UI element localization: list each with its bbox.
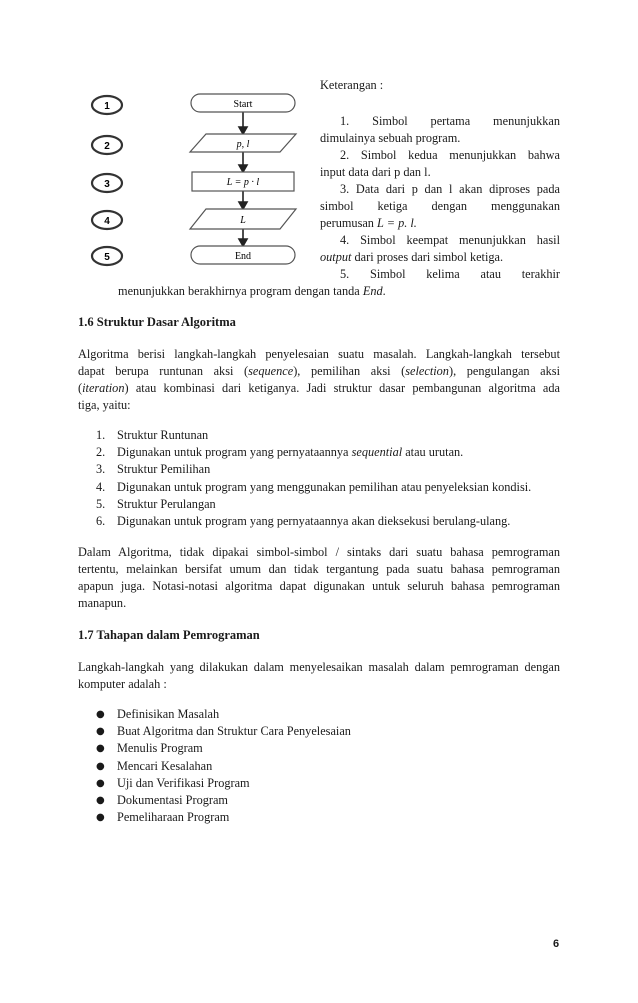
section-1-7-intro-line-2: komputer adalah : <box>78 677 167 691</box>
svg-text:L: L <box>240 215 246 226</box>
section-1-6-para2-line-1: Dalam Algoritma, tidak dipakai simbol-simbol / sintaks dari suatu bahasa pemrograman <box>78 545 560 559</box>
step-number-2 <box>92 136 122 154</box>
svg-text:3: 3 <box>104 179 110 190</box>
input-parallelogram <box>190 134 296 152</box>
svg-text:1: 1 <box>104 101 110 112</box>
bullet-icon: ● <box>96 777 105 789</box>
flowchart-figure <box>88 86 316 276</box>
keterangan-item-1-line-1: 1. Simbol pertama menunjukkan <box>340 114 560 128</box>
bullet-icon: ● <box>96 709 105 720</box>
keterangan-item-4-line-1: 4. Simbol keempat menunjukkan hasil <box>340 233 560 247</box>
list-item: 5. Struktur Perulangan <box>96 496 216 511</box>
bullet-icon: ● <box>96 726 105 738</box>
list-item: 2. Digunakan untuk program yang pernyataannya sequential atau urutan. <box>96 445 464 460</box>
section-1-6-para2-line-2: tertentu, melainkan bersifat umum dan tidak tergantung pada suatu bahasa pemrograman <box>78 562 560 576</box>
list-item: ● Buat Algoritma dan Struktur Cara Penyelesaian <box>96 723 496 740</box>
start-terminator <box>191 94 295 112</box>
bullet-icon: ● <box>96 743 105 755</box>
section-1-6-para2-line-4: manapun. <box>78 596 127 610</box>
svg-text:5: 5 <box>104 252 110 263</box>
section-1-6-para-line-4: tiga, yaitu: <box>78 398 131 412</box>
svg-text:Start: Start <box>233 99 253 110</box>
bullet-icon: ● <box>96 794 105 806</box>
formula-text: L = p. l. <box>377 216 417 230</box>
bullet-icon: ● <box>96 760 105 772</box>
svg-text:L = p · l: L = p · l <box>226 177 260 188</box>
section-1-6-heading: 1.6 Struktur Dasar Algoritma <box>78 315 236 329</box>
section-1-6-para-line-3: (iteration) atau kombinasi dari ketiganya. Jadi struktur dasar pembangunan algoritma ada <box>78 381 560 395</box>
process-rectangle <box>192 172 294 191</box>
page-number: 6 <box>553 938 560 950</box>
step-number-3 <box>92 174 122 192</box>
bullet-icon: ● <box>96 812 105 824</box>
list-item: ● Mencari Kesalahan <box>96 758 496 775</box>
keterangan-item-4-line-2: output dari proses dari simbol ketiga. <box>320 250 504 264</box>
list-item: 3. Struktur Pemilihan <box>96 462 211 477</box>
keterangan-item-5-line-1: 5. Simbol kelima atau terakhir <box>340 267 560 281</box>
svg-text:2: 2 <box>104 141 110 152</box>
programming-steps-list <box>96 706 496 826</box>
svg-text:p, l: p, l <box>236 139 250 150</box>
section-1-6-para2-line-3: apapun juga. Notasi-notasi algoritma dapat digunakan untuk seluruh bahasa pemrograman <box>78 579 560 593</box>
step-number-4 <box>92 211 122 229</box>
end-terminator <box>191 246 295 264</box>
list-item: ● Uji dan Verifikasi Program <box>96 775 496 792</box>
section-1-6-para-line-1: Algoritma berisi langkah-langkah penyelesaian suatu masalah. Langkah-langkah tersebut <box>78 347 560 361</box>
list-item: 6. Digunakan untuk program yang pernyataannya akan dieksekusi berulang-ulang. <box>96 513 511 528</box>
list-item: ● Definisikan Masalah <box>96 706 496 723</box>
algorithm-structure-list <box>96 427 566 530</box>
list-item: ● Dokumentasi Program <box>96 792 496 809</box>
keterangan-item-5-line-2: menunjukkan berakhirnya program dengan tanda End. <box>118 284 386 298</box>
keterangan-item-2-line-2: input data dari p dan l. <box>320 165 431 179</box>
keterangan-item-3-line-1: 3. Data dari p dan l akan diproses pada <box>340 182 560 196</box>
section-1-6-para-line-2: dapat berupa runtunan aksi (sequence), pemilihan aksi (selection), pengulangan aksi <box>78 364 560 378</box>
list-item: ● Pemeliharaan Program <box>96 809 496 826</box>
list-item: 4. Digunakan untuk program yang menggunakan pemilihan atau penyeleksian kondisi. <box>96 479 532 494</box>
keterangan-item-3-line-2: simbol ketiga dengan menggunakan <box>320 199 560 213</box>
section-1-7-heading: 1.7 Tahapan dalam Pemrograman <box>78 628 260 642</box>
step-number-1 <box>92 96 122 114</box>
svg-text:End: End <box>234 251 252 262</box>
keterangan-item-2-line-1: 2. Simbol kedua menunjukkan bahwa <box>340 148 560 162</box>
step-number-5 <box>92 247 122 265</box>
keterangan-title: Keterangan : <box>320 78 384 92</box>
list-item: 1. Struktur Runtunan <box>96 428 209 442</box>
keterangan-item-1-line-2: dimulainya sebuah program. <box>320 131 461 145</box>
output-parallelogram <box>190 209 296 229</box>
keterangan-item-3-line-3: perumusan L = p. l. <box>320 216 417 230</box>
svg-text:4: 4 <box>104 216 110 227</box>
list-item: ● Menulis Program <box>96 740 496 757</box>
section-1-7-intro-line-1: Langkah-langkah yang dilakukan dalam menyelesaikan masalah dalam pemrograman dengan <box>78 660 560 674</box>
